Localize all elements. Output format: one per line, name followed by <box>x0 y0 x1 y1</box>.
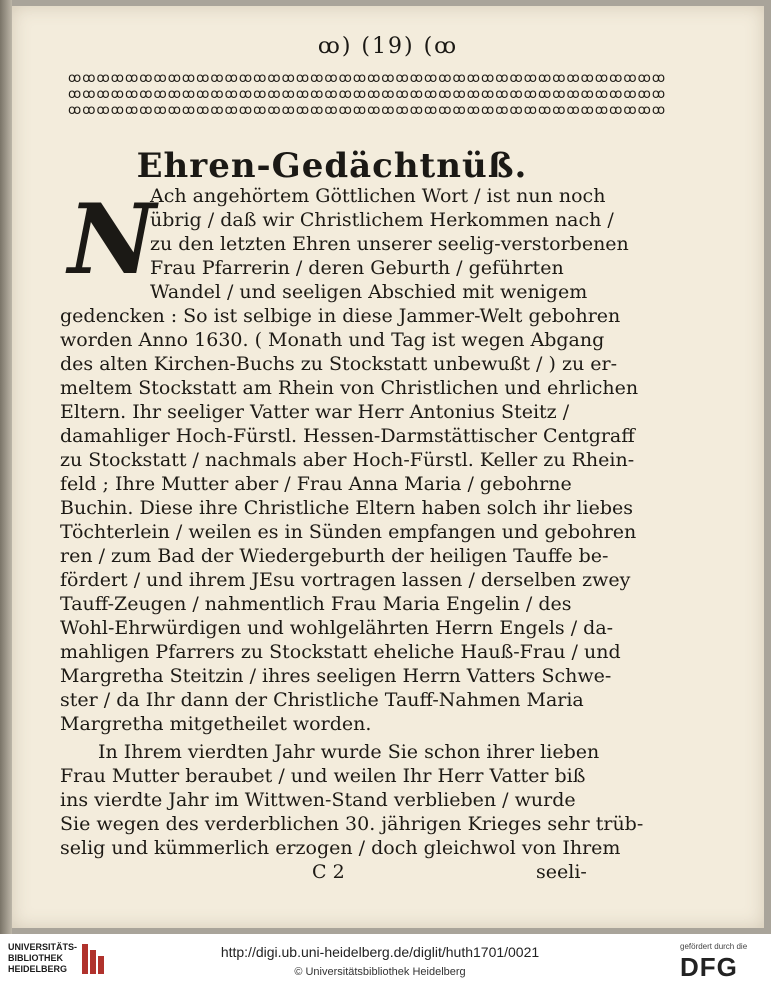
page-header: ꝏ) (19) (ꝏ <box>317 34 459 59</box>
drop-cap: N <box>68 183 156 296</box>
text-line: Frau Mutter beraubet / und weilen Ihr Herr Vatter biß <box>60 765 586 787</box>
page-edge <box>0 0 12 934</box>
dfg-logo: DFG <box>680 952 738 982</box>
text-line: Wohl-Ehrwürdigen und wohlgelährten Herrn Engels / da- <box>60 617 614 639</box>
text-line: mahligen Pfarrers zu Stockstatt eheliche Hauß-Frau / und <box>60 641 621 663</box>
library-logo-icon <box>80 942 108 978</box>
text-line: Margretha mitgetheilet worden. <box>60 713 372 735</box>
text-line: fördert / und ihrem JEsu vortragen lassen / derselben zwey <box>60 569 631 591</box>
funder-note: gefördert durch die <box>680 942 748 951</box>
copyright-notice: © Universitätsbibliothek Heidelberg <box>294 966 466 978</box>
text-line: des alten Kirchen-Buchs zu Stockstatt unbewußt / ) zu er- <box>60 353 617 375</box>
logo-line: BIBLIOTHEK <box>8 953 63 963</box>
catchword: seeli- <box>536 861 587 883</box>
text-line: Margretha Steitzin / ihres seeligen Herrn Vatters Schwe- <box>60 665 612 687</box>
text-line: Buchin. Diese ihre Christliche Eltern haben solch ihr liebes <box>60 497 633 519</box>
text-line: selig und kümmerlich erzogen / doch gleichwol von Ihrem <box>60 837 621 859</box>
text-line: zu den letzten Ehren unserer seelig-verstorbenen <box>150 233 629 255</box>
text-line: gedencken : So ist selbige in diese Jammer-Welt gebohren <box>60 305 621 327</box>
signature-mark: C 2 <box>312 861 345 883</box>
ornament-row: ꝏꝏꝏꝏꝏꝏꝏꝏꝏꝏꝏꝏꝏꝏꝏꝏꝏꝏꝏꝏꝏꝏꝏꝏꝏꝏꝏꝏꝏꝏꝏꝏꝏꝏꝏꝏꝏꝏꝏꝏꝏꝏ <box>68 87 667 102</box>
ornament-row: ꝏꝏꝏꝏꝏꝏꝏꝏꝏꝏꝏꝏꝏꝏꝏꝏꝏꝏꝏꝏꝏꝏꝏꝏꝏꝏꝏꝏꝏꝏꝏꝏꝏꝏꝏꝏꝏꝏꝏꝏꝏꝏ <box>68 103 667 118</box>
text-line: Sie wegen des verderblichen 30. jährigen Krieges sehr trüb- <box>60 813 644 835</box>
text-line: Tauff-Zeugen / nahmentlich Frau Maria Engelin / des <box>60 593 572 615</box>
text-line: Frau Pfarrerin / deren Geburth / geführten <box>150 257 564 279</box>
text-line: übrig / daß wir Christlichem Herkommen nach / <box>150 209 614 231</box>
logo-line: HEIDELBERG <box>8 964 68 974</box>
text-line: Töchterlein / weilen es in Sünden empfangen und gebohren <box>60 521 637 543</box>
digital-copy-link[interactable]: http://digi.ub.uni-heidelberg.de/diglit/huth1701/0021 <box>220 944 540 960</box>
text-line: meltem Stockstatt am Rhein von Christlichen und ehrlichen <box>60 377 639 399</box>
text-line: Wandel / und seeligen Abschied mit wenigem <box>150 281 588 303</box>
text-line: In Ihrem vierdten Jahr wurde Sie schon ihrer lieben <box>98 741 600 763</box>
text-line: damahliger Hoch-Fürstl. Hessen-Darmstättischer Centgraff <box>60 425 635 447</box>
book-page <box>12 6 764 928</box>
text-line: feld ; Ihre Mutter aber / Frau Anna Maria / gebohrne <box>60 473 572 495</box>
library-logo-text <box>8 942 77 975</box>
logo-line: UNIVERSITÄTS- <box>8 942 78 952</box>
ornament-row: ꝏꝏꝏꝏꝏꝏꝏꝏꝏꝏꝏꝏꝏꝏꝏꝏꝏꝏꝏꝏꝏꝏꝏꝏꝏꝏꝏꝏꝏꝏꝏꝏꝏꝏꝏꝏꝏꝏꝏꝏꝏꝏ <box>68 71 667 86</box>
footer-bar <box>0 934 771 988</box>
text-line: Eltern. Ihr seeliger Vatter war Herr Antonius Steitz / <box>60 401 570 423</box>
text-line: ster / da Ihr dann der Christliche Tauff-Nahmen Maria <box>60 689 584 711</box>
text-line: Ach angehörtem Göttlichen Wort / ist nun noch <box>150 185 606 207</box>
text-line: worden Anno 1630. ( Monath und Tag ist wegen Abgang <box>60 329 605 351</box>
text-line: ren / zum Bad der Wiedergeburth der heiligen Tauffe be- <box>60 545 609 567</box>
text-line: zu Stockstatt / nachmals aber Hoch-Fürstl. Keller zu Rhein- <box>60 449 635 471</box>
text-line: ins vierdte Jahr im Wittwen-Stand verblieben / wurde <box>60 789 576 811</box>
page-title: Ehren-Gedächtnüß. <box>136 146 528 186</box>
